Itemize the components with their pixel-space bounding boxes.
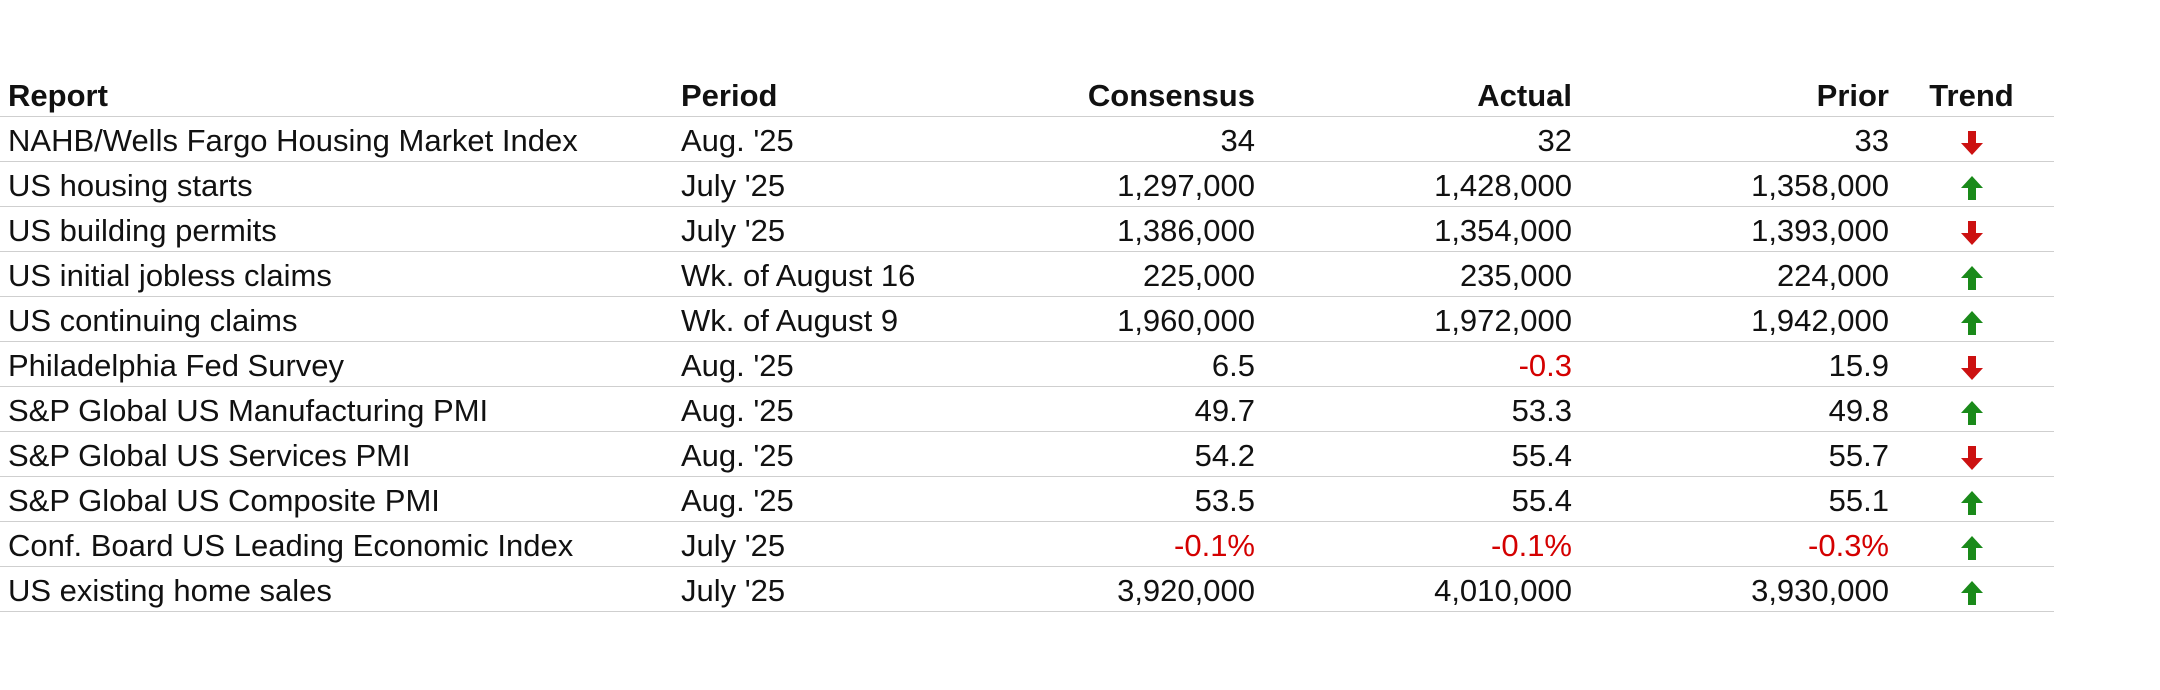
cell-period: Aug. '25 xyxy=(675,117,935,162)
cell-trend xyxy=(1889,522,2054,567)
table-row xyxy=(0,207,2160,252)
cell-report: US continuing claims xyxy=(0,297,675,342)
cell-report: Philadelphia Fed Survey xyxy=(0,342,675,387)
cell-report: US housing starts xyxy=(0,162,675,207)
cell-period: Aug. '25 xyxy=(675,477,935,522)
cell-period: July '25 xyxy=(675,162,935,207)
cell-consensus: 34 xyxy=(935,117,1255,162)
table-row xyxy=(0,252,2160,297)
economic-reports-table xyxy=(0,68,2160,612)
cell-trend xyxy=(1889,162,2054,207)
cell-prior: 3,930,000 xyxy=(1572,567,1889,612)
cell-actual: 4,010,000 xyxy=(1255,567,1572,612)
cell-actual: -0.3 xyxy=(1255,342,1572,387)
table-row xyxy=(0,117,2160,162)
cell-consensus: 1,297,000 xyxy=(935,162,1255,207)
cell-prior: 33 xyxy=(1572,117,1889,162)
cell-prior: 15.9 xyxy=(1572,342,1889,387)
cell-period: July '25 xyxy=(675,567,935,612)
cell-actual: 55.4 xyxy=(1255,432,1572,477)
arrow-up-icon xyxy=(1957,398,1987,428)
cell-prior: 1,358,000 xyxy=(1572,162,1889,207)
cell-report: Conf. Board US Leading Economic Index xyxy=(0,522,675,567)
cell-trend xyxy=(1889,432,2054,477)
cell-actual: 53.3 xyxy=(1255,387,1572,432)
table-header-row xyxy=(0,68,2160,117)
arrow-down-icon xyxy=(1957,353,1987,383)
cell-report: US initial jobless claims xyxy=(0,252,675,297)
cell-trend xyxy=(1889,117,2054,162)
cell-spacer xyxy=(2054,342,2160,387)
cell-trend xyxy=(1889,567,2054,612)
arrow-up-icon xyxy=(1957,263,1987,293)
arrow-down-icon xyxy=(1957,443,1987,473)
header-period: Period xyxy=(675,68,935,117)
cell-consensus: 1,960,000 xyxy=(935,297,1255,342)
cell-actual: 235,000 xyxy=(1255,252,1572,297)
cell-prior: 55.1 xyxy=(1572,477,1889,522)
cell-actual: 55.4 xyxy=(1255,477,1572,522)
arrow-down-icon xyxy=(1957,218,1987,248)
cell-actual: 1,428,000 xyxy=(1255,162,1572,207)
economic-reports-table-container xyxy=(0,68,2160,612)
table-row xyxy=(0,522,2160,567)
cell-actual: -0.1% xyxy=(1255,522,1572,567)
cell-consensus: 225,000 xyxy=(935,252,1255,297)
cell-actual: 1,972,000 xyxy=(1255,297,1572,342)
cell-consensus: 6.5 xyxy=(935,342,1255,387)
arrow-up-icon xyxy=(1957,533,1987,563)
cell-trend xyxy=(1889,207,2054,252)
table-row xyxy=(0,342,2160,387)
cell-trend xyxy=(1889,252,2054,297)
cell-consensus: 53.5 xyxy=(935,477,1255,522)
cell-period: Aug. '25 xyxy=(675,342,935,387)
cell-period: Wk. of August 9 xyxy=(675,297,935,342)
cell-prior: 55.7 xyxy=(1572,432,1889,477)
cell-trend xyxy=(1889,477,2054,522)
cell-report: S&P Global US Composite PMI xyxy=(0,477,675,522)
arrow-up-icon xyxy=(1957,578,1987,608)
cell-consensus: 54.2 xyxy=(935,432,1255,477)
arrow-up-icon xyxy=(1957,308,1987,338)
cell-prior: 1,393,000 xyxy=(1572,207,1889,252)
arrow-up-icon xyxy=(1957,173,1987,203)
cell-report: US building permits xyxy=(0,207,675,252)
header-report: Report xyxy=(0,68,675,117)
cell-report: US existing home sales xyxy=(0,567,675,612)
cell-spacer xyxy=(2054,567,2160,612)
cell-prior: -0.3% xyxy=(1572,522,1889,567)
cell-spacer xyxy=(2054,207,2160,252)
cell-report: S&P Global US Manufacturing PMI xyxy=(0,387,675,432)
cell-prior: 1,942,000 xyxy=(1572,297,1889,342)
header-actual: Actual xyxy=(1255,68,1572,117)
cell-actual: 1,354,000 xyxy=(1255,207,1572,252)
cell-trend xyxy=(1889,342,2054,387)
cell-consensus: 3,920,000 xyxy=(935,567,1255,612)
cell-spacer xyxy=(2054,387,2160,432)
cell-spacer xyxy=(2054,162,2160,207)
cell-spacer xyxy=(2054,477,2160,522)
cell-trend xyxy=(1889,387,2054,432)
header-consensus: Consensus xyxy=(935,68,1255,117)
cell-prior: 224,000 xyxy=(1572,252,1889,297)
cell-trend xyxy=(1889,297,2054,342)
cell-period: Wk. of August 16 xyxy=(675,252,935,297)
table-row xyxy=(0,297,2160,342)
cell-period: Aug. '25 xyxy=(675,432,935,477)
cell-spacer xyxy=(2054,522,2160,567)
header-spacer xyxy=(2054,68,2160,117)
table-row xyxy=(0,387,2160,432)
cell-period: July '25 xyxy=(675,522,935,567)
cell-consensus: -0.1% xyxy=(935,522,1255,567)
cell-period: July '25 xyxy=(675,207,935,252)
cell-consensus: 1,386,000 xyxy=(935,207,1255,252)
cell-actual: 32 xyxy=(1255,117,1572,162)
cell-consensus: 49.7 xyxy=(935,387,1255,432)
header-trend: Trend xyxy=(1889,68,2054,117)
cell-period: Aug. '25 xyxy=(675,387,935,432)
cell-report: NAHB/Wells Fargo Housing Market Index xyxy=(0,117,675,162)
table-row xyxy=(0,567,2160,612)
cell-spacer xyxy=(2054,297,2160,342)
table-row xyxy=(0,432,2160,477)
cell-spacer xyxy=(2054,432,2160,477)
header-prior: Prior xyxy=(1572,68,1889,117)
table-body xyxy=(0,117,2160,612)
cell-spacer xyxy=(2054,252,2160,297)
cell-report: S&P Global US Services PMI xyxy=(0,432,675,477)
table-row xyxy=(0,477,2160,522)
table-row xyxy=(0,162,2160,207)
cell-prior: 49.8 xyxy=(1572,387,1889,432)
cell-spacer xyxy=(2054,117,2160,162)
arrow-up-icon xyxy=(1957,488,1987,518)
arrow-down-icon xyxy=(1957,128,1987,158)
